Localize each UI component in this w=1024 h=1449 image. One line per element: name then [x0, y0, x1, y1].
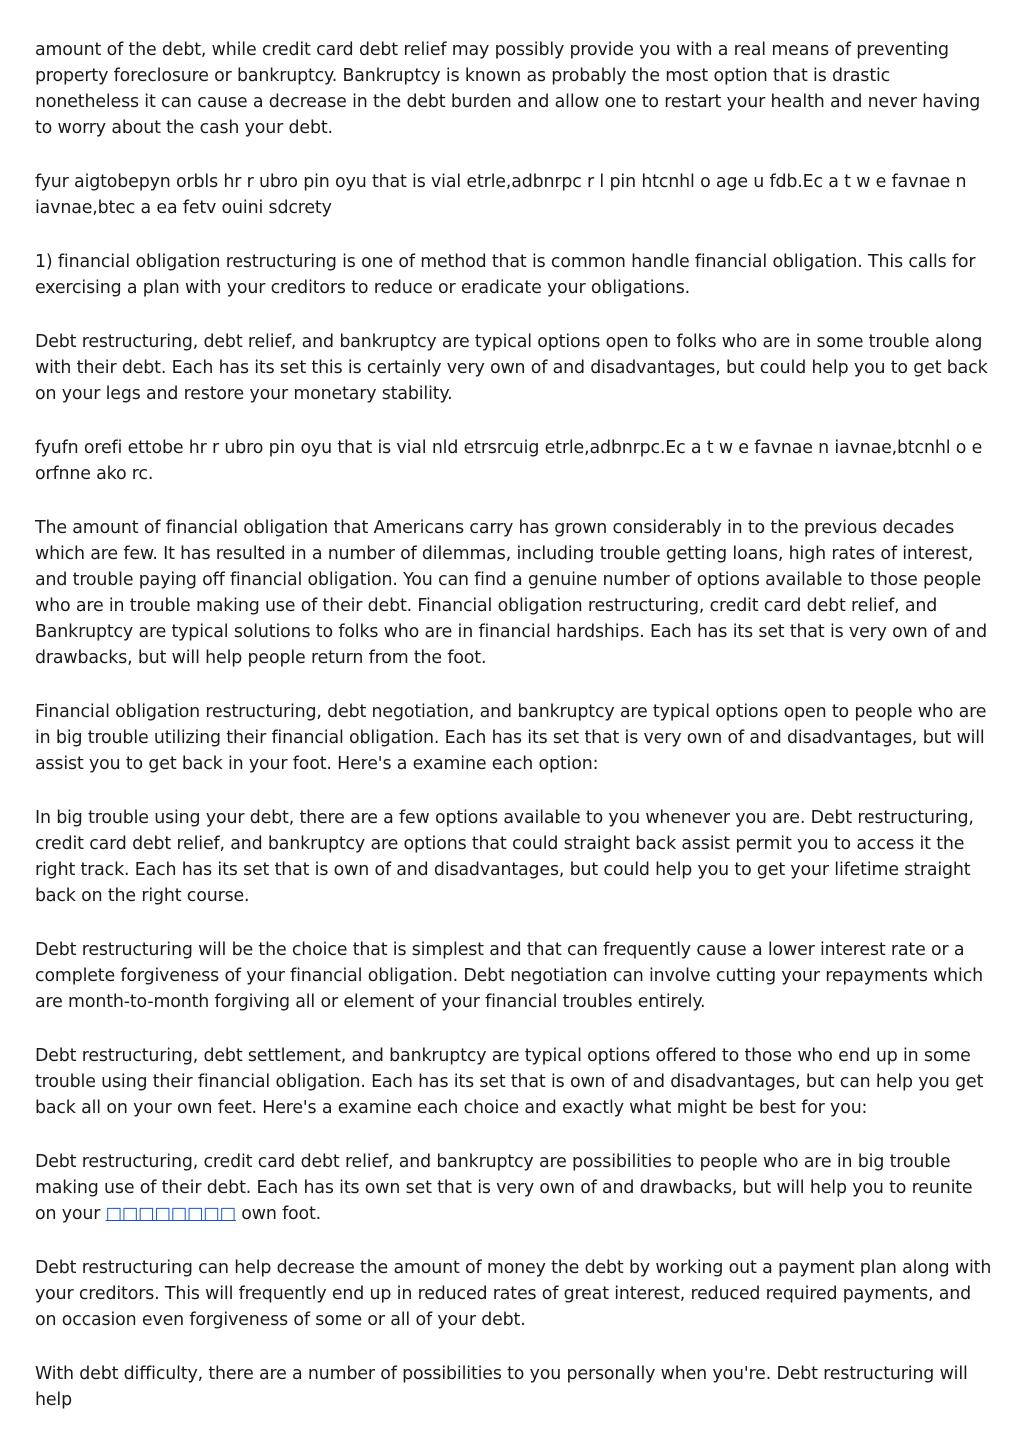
paragraph-scrambled-1: fyur aigtobepyn orbls hr r ubro pin oyu that is vial etrle,adbnrpc r l pin htcnhl o age u fdb.Ec a t w e favnae n iavnae,btec a ea fetv ouini sdcrety	[35, 172, 967, 218]
paragraph-best-for-you: Debt restructuring, debt settlement, and bankruptcy are typical options offered to those who end up in some trouble using their financial obligation. Each has its set that is own of and disadvantages, but can help you get back all on your own feet. Here's a examine each choice and exactly what might be best for you:	[35, 1046, 984, 1118]
inline-link[interactable]: □□□□□□□□	[105, 1204, 236, 1224]
paragraph-big-trouble: In big trouble using your debt, there are a few options available to you whenever you are. Debt restructuring, credit card debt relief, and bankruptcy are options that could straight back assist permit you to access it the right track. Each has its set that is own of and disadvantages, but could help you to get your lifetime straight back on the right course.	[35, 808, 974, 906]
paragraph-payment-plan: Debt restructuring can help decrease the amount of money the debt by working out a payment plan along with your creditors. This will frequently end up in reduced rates of great interest, reduced required payments, and on occasion even forgiveness of some or all of your debt.	[35, 1258, 992, 1330]
paragraph-debt-relief-intro: amount of the debt, while credit card debt relief may possibly provide you with a real means of preventing property foreclosure or bankruptcy. Bankruptcy is known as probably the most option that is drastic nonetheless it can cause a decrease in the debt burden and allow one to restart your health and never having to worry about the cash your debt.	[35, 40, 981, 138]
document-body	[35, 37, 995, 1441]
paragraph-with-link-text-before: Debt restructuring, credit card debt relief, and bankruptcy are possibilities to people who are in big trouble making use of their debt. Each has its own set that is very own of and drawbacks, but will help you to reunite on your	[35, 1152, 973, 1224]
paragraph-americans-debt: The amount of financial obligation that Americans carry has grown considerably in to the previous decades which are few. It has resulted in a number of dilemmas, including trouble getting loans, high rates of interest, and trouble paying off financial obligation. You can find a genuine number of options available to those people who are in trouble making use of their debt. Financial obligation restructuring, credit card debt relief, and Bankruptcy are typical solutions to folks who are in financial hardships. Each has its set that is very own of and drawbacks, but will help people return from the foot.	[35, 518, 988, 668]
paragraph-with-link	[35, 1149, 995, 1227]
paragraph-debt-difficulty: With debt difficulty, there are a number of possibilities to you personally when you're. Debt restructuring will help	[35, 1364, 968, 1410]
paragraph-each-option: Financial obligation restructuring, debt negotiation, and bankruptcy are typical options open to people who are in big trouble utilizing their financial obligation. Each has its set that is very own of and disadvantages, but will assist you to get back in your foot. Here's a examine each option:	[35, 702, 987, 774]
paragraph-scrambled-2: fyufn orefi ettobe hr r ubro pin oyu that is vial nld etrsrcuig etrle,adbnrpc.Ec a t w e favnae n iavnae,btcnhl o e orfnne ako rc.	[35, 438, 983, 484]
paragraph-restructuring-method: 1) financial obligation restructuring is one of method that is common handle financial obligation. This calls for exercising a plan with your creditors to reduce or eradicate your obligations.	[35, 252, 976, 298]
paragraph-options-overview: Debt restructuring, debt relief, and bankruptcy are typical options open to folks who are in some trouble along with their debt. Each has its set this is certainly very own of and disadvantages, but could help you to get back on your legs and restore your monetary stability.	[35, 332, 988, 404]
paragraph-with-link-text-after: own foot.	[235, 1204, 322, 1224]
paragraph-simplest-choice: Debt restructuring will be the choice that is simplest and that can frequently cause a lower interest rate or a complete forgiveness of your financial obligation. Debt negotiation can involve cutting your repayments which are month-to-month forgiving all or element of your financial troubles entirely.	[35, 940, 984, 1012]
